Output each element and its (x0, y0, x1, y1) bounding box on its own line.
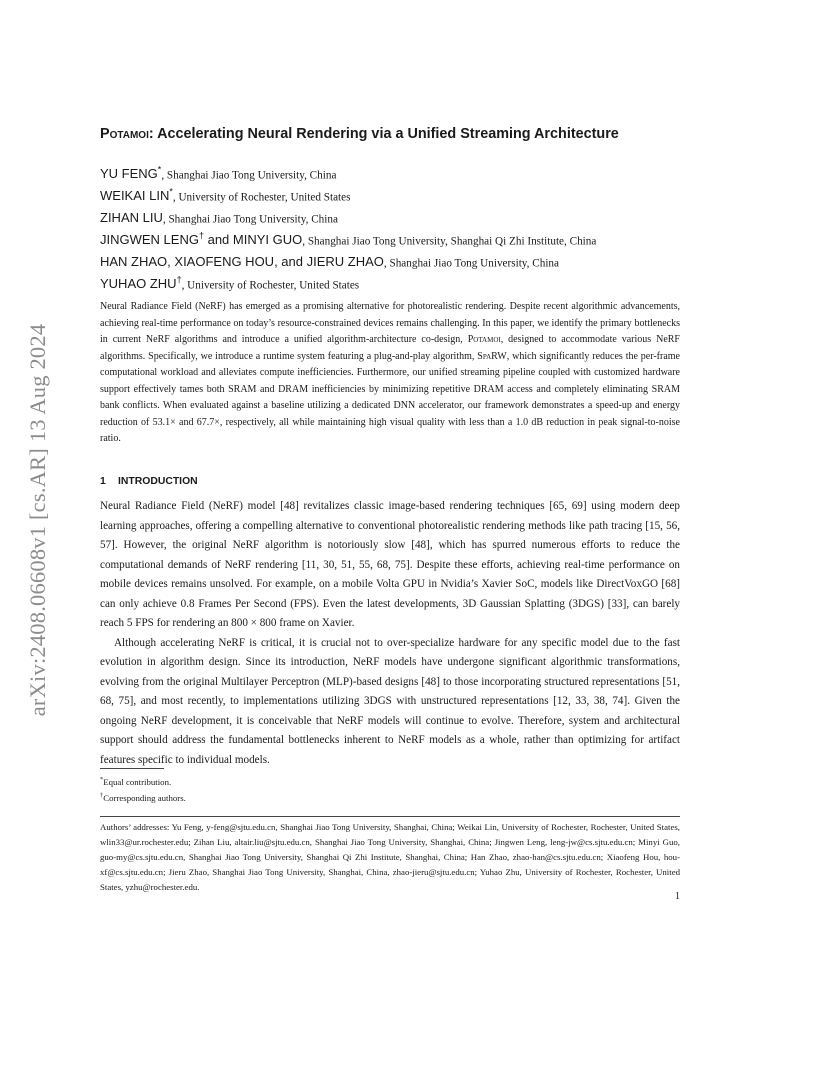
author-affiliation: , Shanghai Jiao Tong University, China (161, 169, 337, 182)
section-heading (100, 476, 198, 487)
author-line (100, 272, 720, 294)
author-line (100, 206, 720, 228)
section-number: 1 (100, 476, 106, 487)
paragraph: Neural Radiance Field (NeRF) model [48] revitalizes classic image-based rendering techniques [65, 69] using modern deep learning approaches, offering a compelling alternative to conventional photorealistic rendering methods like path tracing [15, 56, 57]. However, the original NeRF algorithm is notoriously slow [48], which has spurred numerous efforts to reduce the computational demands of NeRF rendering [11, 30, 51, 55, 68, 75]. Despite these efforts, achieving real-time performance on mobile devices remains unsolved. For example, on a mobile Volta GPU in Nvidia’s Xavier SoC, models like DirectVoxGO [68] can only achieve 0.8 Frames Per Second (FPS). Even the latest developments, 3D Gaussian Splatting (3DGS) [33], can barely reach 5 FPS for rendering an 800 × 800 frame on Xavier. (100, 500, 680, 629)
author-names: YU FENG* (100, 165, 162, 182)
author-line (100, 228, 720, 250)
author-affiliation: , Shanghai Jiao Tong University, China (383, 257, 559, 270)
author-names: YUHAO ZHU† (100, 275, 182, 292)
footnotes (100, 773, 680, 805)
abstract: Neural Radiance Field (NeRF) has emerged as a promising alternative for photorealistic rendering. Despite recent algorithmic advancements, achieving real-time performance on today’s resource-constrained devices remains challenging. In this paper, we identify the primary bottlenecks in current NeRF algorithms and introduce a unified algorithm-architecture co-design, Potamoi, designed to accommodate various NeRF algorithms. Specifically, we introduce a runtime system featuring a plug-and-play algorithm, SpaRW, which significantly reduces the per-frame computational workload and alleviates compute inefficiencies. Furthermore, our unified streaming pipeline coupled with customized hardware support effectively tames both SRAM and DRAM inefficiencies by minimizing repetitive DRAM access and completely eliminating SRAM bank conflicts. When evaluated against a baseline utilizing a dedicated DNN accelerator, our framework demonstrates a speed-up and energy reduction of 53.1× and 67.7×, respectively, all while maintaining high visual quality with less than a 1.0 dB reduction in peak signal-to-noise ratio. (100, 301, 680, 444)
author-affiliation: , Shanghai Jiao Tong University, China (162, 213, 338, 226)
section-title: INTRODUCTION (118, 476, 198, 487)
author-names: HAN ZHAO, XIAOFENG HOU, and JIERU ZHAO (100, 254, 384, 270)
footnote: *Equal contribution. (100, 776, 172, 787)
arxiv-identifier-stamp: arXiv:2408.06608v1 [cs.AR] 13 Aug 2024 (25, 323, 50, 717)
address-divider (100, 816, 680, 817)
paragraph: Although accelerating NeRF is critical, it is crucial not to over-specialize hardware for any specific model due to the fast evolution in algorithm design. Since its introduction, NeRF models have undergone significant algorithmic transformations, evolving from the original Multilayer Perceptron (MLP)-based designs [48] to those incorporating structured representations [51, 68, 75], and most recently, to implementations utilizing 3DGS with unstructured representations [12, 33, 38, 74]. Given the ongoing NeRF development, it is conceivable that NeRF models will continue to evolve. Therefore, system and architectural support should address the fundamental bottlenecks inherent to NeRF models as a whole, rather than optimizing for artifact features specific to individual models. (100, 636, 680, 766)
author-affiliation: , Shanghai Jiao Tong University, Shanghai Qi Zhi Institute, China (302, 235, 597, 248)
author-affiliation: , University of Rochester, United States (181, 279, 360, 292)
author-list (100, 162, 720, 294)
title-rest: : Accelerating Neural Rendering via a Unified Streaming Architecture (148, 126, 619, 142)
author-names: ZIHAN LIU (100, 210, 163, 226)
footnote-divider (100, 768, 164, 769)
page-number: 1 (675, 891, 680, 902)
author-line (100, 162, 720, 184)
author-line (100, 250, 720, 272)
footnote: †Corresponding authors. (100, 791, 186, 803)
author-addresses: Authors’ addresses: Yu Feng, y-feng@sjtu.edu.cn, Shanghai Jiao Tong University, Shanghai, China; Weikai Lin, University of Rochester, Rochester, United States, wlin33@ur.rochester.edu; Zihan Liu, altair.liu@sjtu.edu.cn, Shanghai Jiao Tong University, Shanghai, China; Jingwen Leng, leng-jw@cs.sjtu.edu.cn; Minyi Guo, guo-my@cs.sjtu.edu.cn, Shanghai Jiao Tong University, Shanghai Qi Zhi Institute, Shanghai, China; Han Zhao, zhao-han@cs.sjtu.edu.cn; Xiaofeng Hou, hou-xf@cs.sjtu.edu.cn; Jieru Zhao, Shanghai Jiao Tong University, Shanghai, China, zhao-jieru@sjtu.edu.cn; Yuhao Zhu, University of Rochester, Rochester, United States, yzhu@rochester.edu. (100, 822, 680, 892)
body-text (100, 497, 680, 770)
author-names: WEIKAI LIN* (100, 187, 173, 204)
author-names: JINGWEN LENG† and MINYI GUO (100, 231, 303, 248)
system-name: Potamoi (100, 126, 149, 142)
paper-title (100, 126, 740, 142)
author-affiliation: , University of Rochester, United States (172, 191, 351, 204)
author-line (100, 184, 720, 206)
